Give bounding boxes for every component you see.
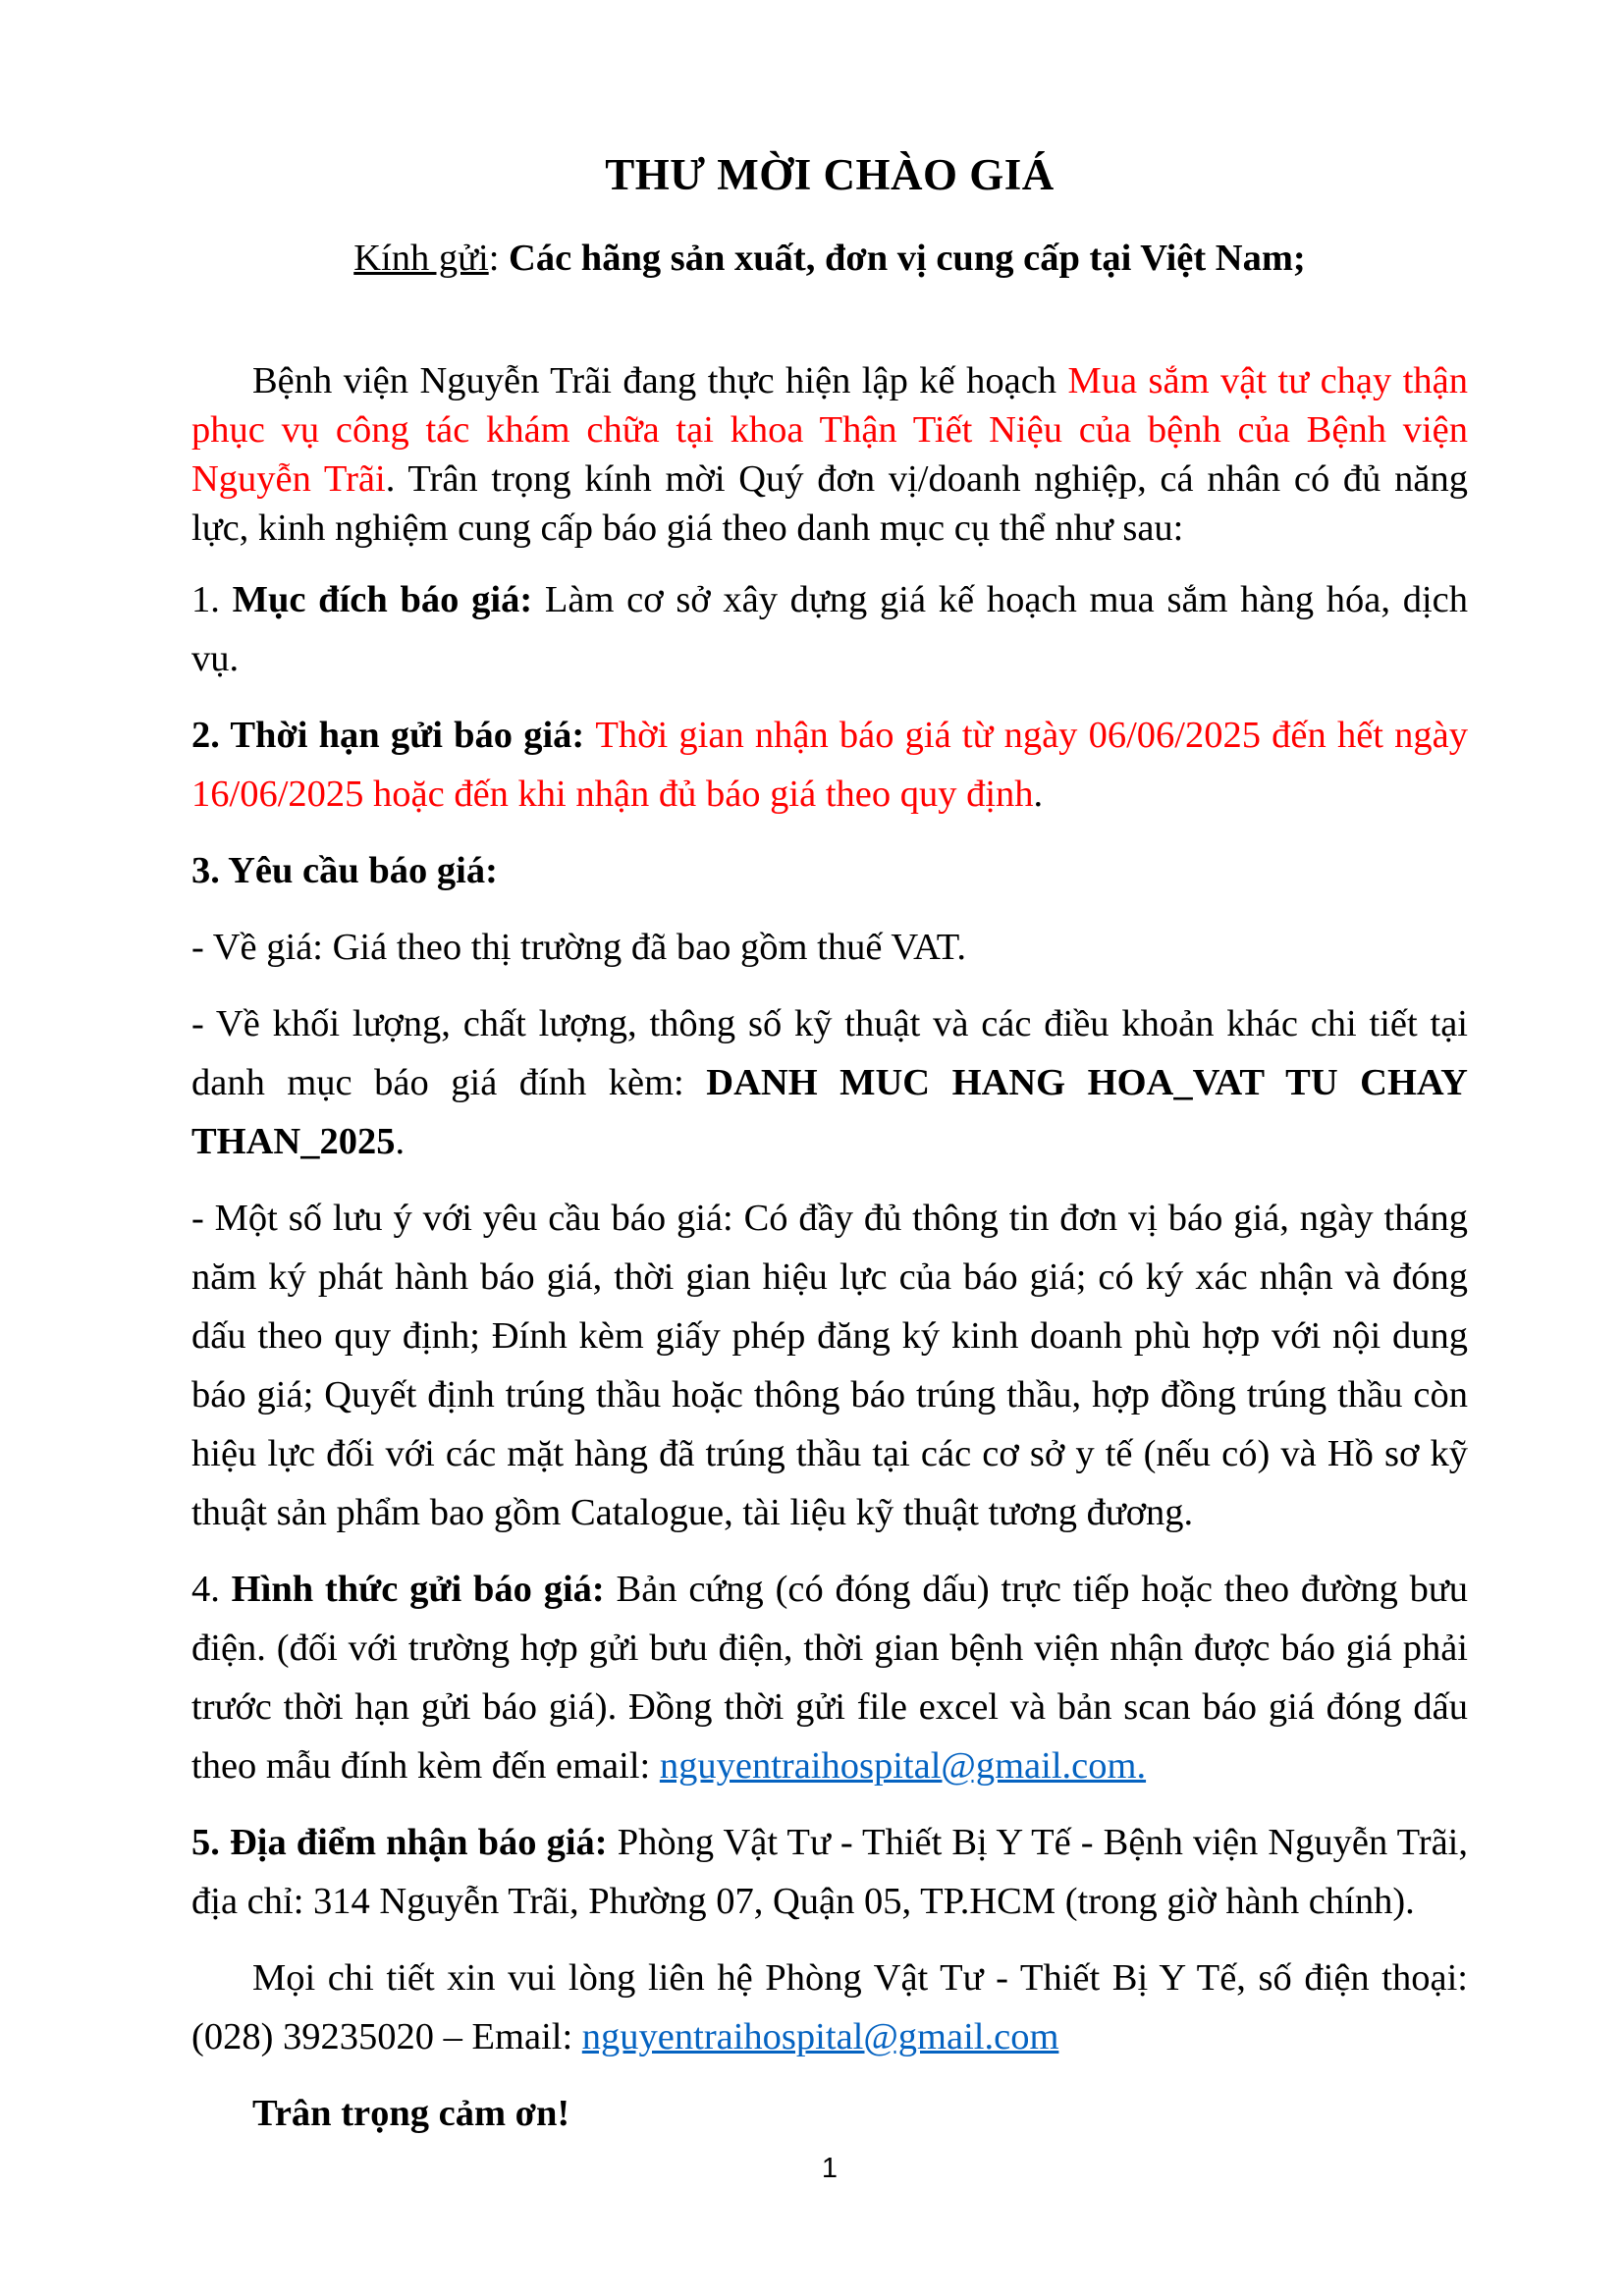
email-link-2[interactable]: nguyentraihospital@gmail.com [581,2016,1059,2057]
intro-red-highlight: Mua sắm vật tư chạy thận phục vụ công tác khám chữa tại khoa Thận Tiết Niệu của bệnh của Bệnh viện Nguyễn Trãi [191,360,1468,500]
intro-text-start: Bệnh viện Nguyễn Trãi đang thực hiện lập kế hoạch [252,360,1068,401]
section-1-purpose [191,570,1468,688]
contact-paragraph [191,1949,1468,2066]
section-5-text: Phòng Vật Tư - Thiết Bị Y Tế - Bệnh viện Nguyễn Trãi, địa chỉ: 314 Nguyễn Trãi, Phường 07, Quận 05, TP.HCM (trong giờ hành chính). [191,1822,1468,1922]
section-4-delivery-method [191,1560,1468,1795]
section-3-requirements-heading [191,841,1468,900]
closing-line: Trân trọng cảm ơn! [252,2093,570,2134]
section-4-dot: . [210,1569,232,1610]
section-2-red-highlight: Thời gian nhận báo giá từ ngày 06/06/2025 đến hết ngày 16/06/2025 hoặc đến khi nhận đủ báo giá theo quy định [191,715,1468,815]
email-link-1[interactable]: nguyentraihospital@gmail.com. [659,1745,1147,1787]
section-5-label: 5. Địa điểm nhận báo giá: [191,1822,618,1863]
section-4-label: Hình thức gửi báo giá: [231,1569,617,1610]
section-2-period: . [1033,774,1044,815]
bullet-notes-text: - Một số lưu ý với yêu cầu báo giá: Có đầy đủ thông tin đơn vị báo giá, ngày tháng năm ký phát hành báo giá, thời gian hiệu lực của báo giá; có ký xác nhận và đóng dấu theo quy định; Đính kèm giấy phép đăng ký kinh doanh phù hợp với nội dung báo giá; Quyết định trúng thầu hoặc thông báo trúng thầu, hợp đồng trúng thầu còn hiệu lực đối với các mặt hàng đã trúng thầu tại các cơ sở y tế (nếu có) và Hồ sơ kỹ thuật sản phẩm bao gồm Catalogue, tài liệu kỹ thuật tương đương. [191,1198,1468,1533]
section-4-number: 4 [191,1569,211,1610]
intro-text-end: . Trân trọng kính mời Quý đơn vị/doanh nghiệp, cá nhân có đủ năng lực, kinh nghiệm cung cấp báo giá theo danh mục cụ thể như sau: [191,458,1468,549]
salutation-line [191,232,1468,286]
document-title: THƯ MỜI CHÀO GIÁ [605,150,1055,199]
bullet-quantity-text: - Về khối lượng, chất lượng, thông số kỹ thuật và các điều khoản khác chi tiết tại danh mục báo giá đính kèm: [191,1003,1468,1103]
attachment-list-name: DANH MUC HANG HOA_VAT TU CHAY THAN_2025 [191,1062,1468,1162]
salutation-colon: : [488,238,510,279]
section-1-label: Mục đích báo giá: [232,579,545,620]
bullet-notes [191,1189,1468,1542]
intro-paragraph [191,356,1468,553]
section-2-label: 2. Thời hạn gửi báo giá: [191,715,596,756]
section-4-text: Bản cứng (có đóng dấu) trực tiếp hoặc theo đường bưu điện. (đối với trường hợp gửi bưu điện, thời gian bệnh viện nhận được báo giá phải trước thời hạn gửi báo giá). Đồng thời gửi file excel và bản scan báo giá đóng dấu theo mẫu đính kèm đến email: [191,1569,1469,1787]
salutation-recipient: Các hãng sản xuất, đơn vị cung cấp tại Việt Nam; [509,238,1306,279]
contact-text: Mọi chi tiết xin vui lòng liên hệ Phòng Vật Tư - Thiết Bị Y Tế, số điện thoại: (028) 39235020 – Email: [191,1957,1468,2057]
section-1-text: Làm cơ sở xây dựng giá kế hoạch mua sắm hàng hóa, dịch vụ. [191,579,1469,679]
bullet-quantity-period: . [395,1121,406,1162]
section-1-dot: . [210,579,233,620]
salutation-label: Kính gửi [353,238,489,279]
page-number: 1 [821,2153,839,2184]
section-2-deadline [191,706,1468,824]
bullet-price-text: - Về giá: Giá theo thị trường đã bao gồm thuế VAT. [191,927,967,968]
bullet-quantity-spec [191,994,1468,1171]
section-3-label: 3. Yêu cầu báo giá: [191,850,498,891]
bullet-price [191,918,1468,977]
section-5-address [191,1813,1468,1931]
section-1-number: 1 [191,579,211,620]
